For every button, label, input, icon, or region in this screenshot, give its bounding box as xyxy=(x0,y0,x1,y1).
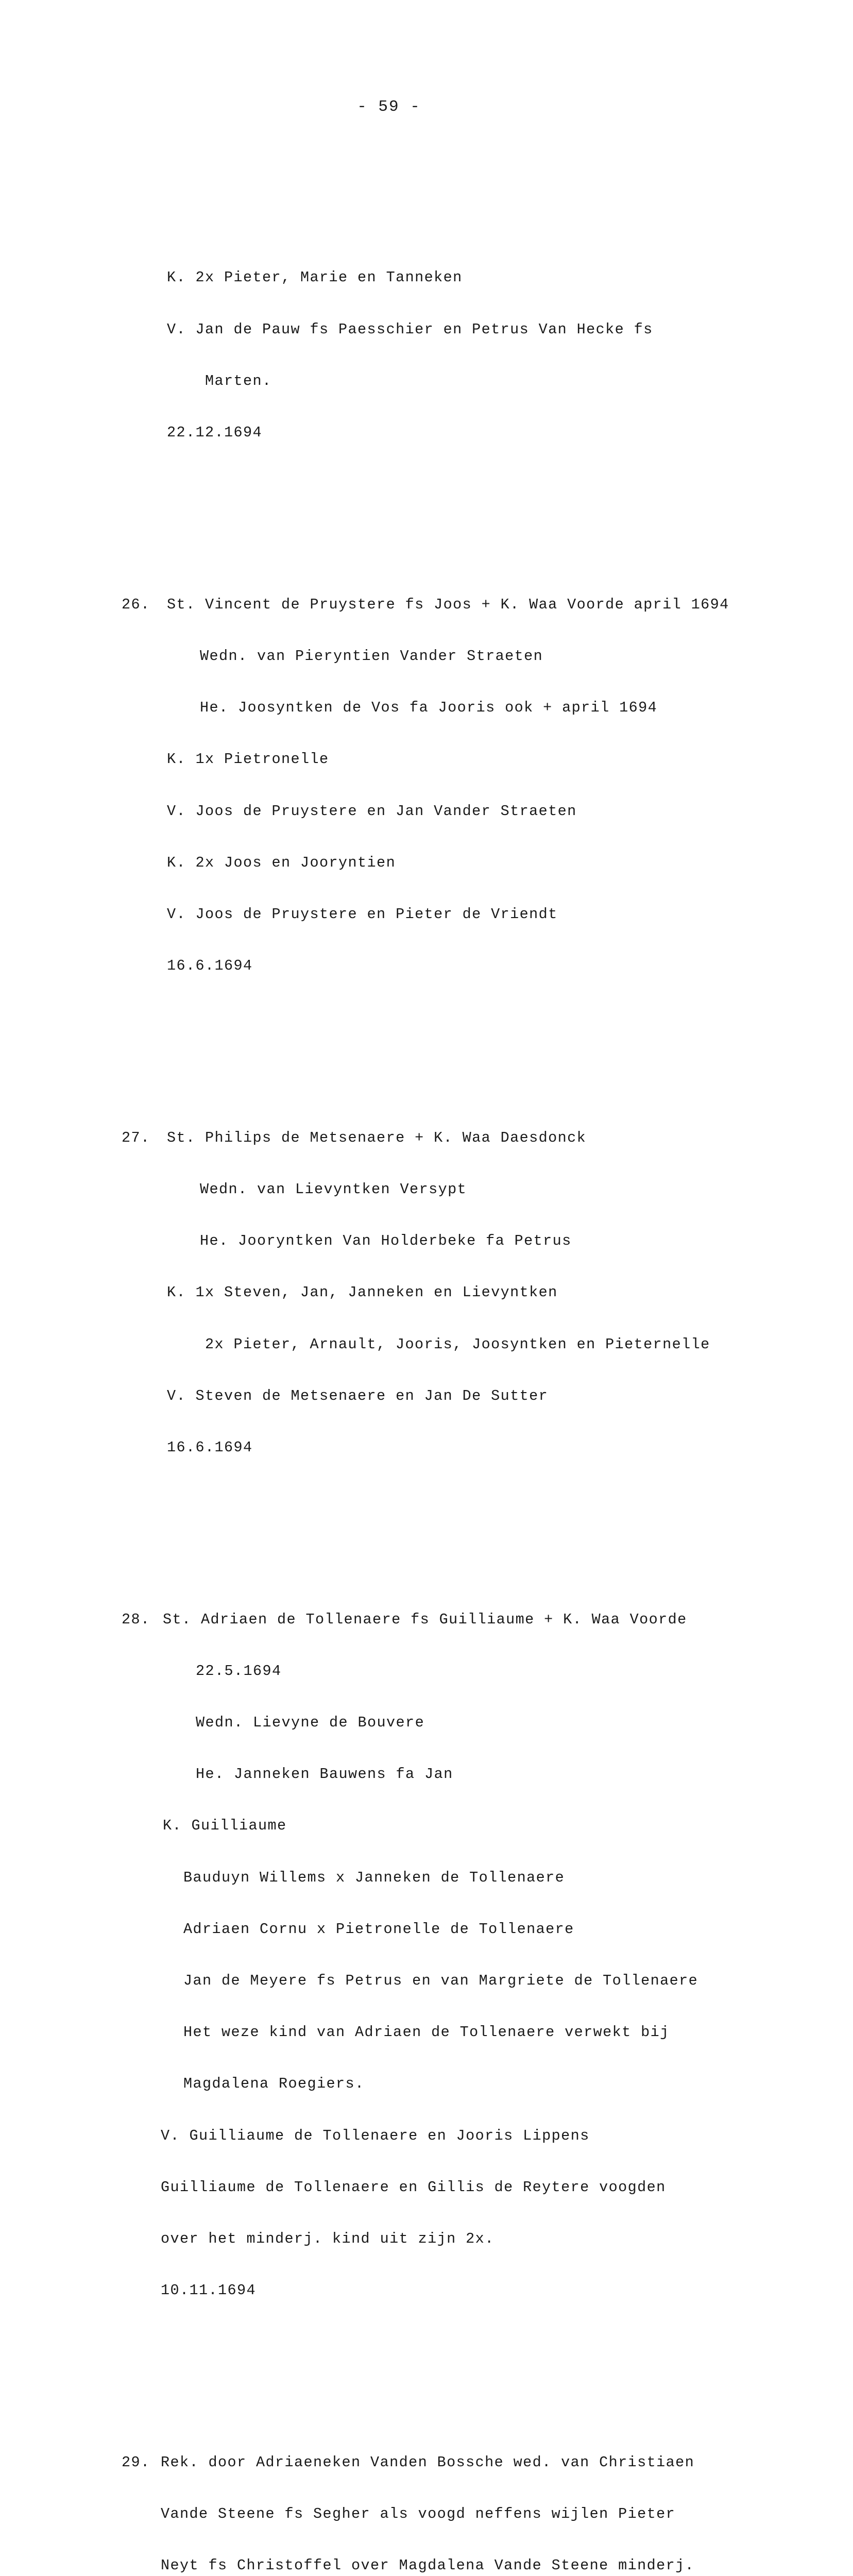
entry-line xyxy=(123,699,792,716)
entry-line xyxy=(123,2505,792,2522)
account-line: Vande Steene fs Segher als voogd neffens wijlen Pieter xyxy=(161,2505,676,2523)
child-line: Het weze kind van Adriaen de Tollenaere verwekt bij xyxy=(183,2024,670,2041)
entry-line xyxy=(123,2282,792,2299)
entry-number: 28. xyxy=(122,1611,150,1628)
entry-heading: Rek. door Adriaeneken Vanden Bossche wed. van Christiaen xyxy=(161,2453,695,2471)
entry-line xyxy=(123,372,792,389)
entry-line xyxy=(123,648,792,665)
entries-list xyxy=(123,166,792,2576)
child-line: Jan de Meyere fs Petrus en van Margriete de Tollenaere xyxy=(183,1972,698,1990)
entry-28 xyxy=(123,1577,792,2334)
children-line: K. 1x Steven, Jan, Janneken en Lievyntken xyxy=(167,1284,558,1301)
entry-heading: St. Vincent de Pruystere fs Joos + K. Waa Voorde april 1694 xyxy=(167,596,729,613)
entry-25-continued xyxy=(123,235,792,476)
entry-line xyxy=(123,1869,792,1886)
entry-line xyxy=(123,1129,792,1146)
entry-line xyxy=(123,1284,792,1301)
entry-line xyxy=(123,1611,792,1628)
entry-line xyxy=(123,1336,792,1353)
entry-line xyxy=(123,1181,792,1198)
entry-line xyxy=(123,906,792,923)
entry-line xyxy=(123,2075,792,2092)
page-number: - 59 - xyxy=(357,98,421,116)
entry-line xyxy=(123,803,792,820)
guardians-line-cont: Marten. xyxy=(205,372,272,389)
entry-line xyxy=(123,321,792,338)
children-line: K. Guilliaume xyxy=(163,1817,287,1835)
entry-line xyxy=(123,424,792,441)
entry-date: 22.12.1694 xyxy=(167,424,263,442)
entry-heading: St. Adriaen de Tollenaere fs Guilliaume + K. Waa Voorde xyxy=(163,1611,687,1628)
entry-26 xyxy=(123,562,792,1009)
guardians-line: V. Joos de Pruystere en Pieter de Vriendt xyxy=(167,905,558,923)
widower-line: Wedn. van Lievyntken Versypt xyxy=(200,1180,467,1198)
entry-line xyxy=(123,1972,792,1989)
entry-line xyxy=(123,854,792,871)
entry-line xyxy=(123,269,792,286)
child-line: Bauduyn Willems x Janneken de Tollenaere xyxy=(183,1869,565,1886)
entry-line xyxy=(123,596,792,613)
entry-line xyxy=(123,1766,792,1783)
children-line: K. 2x Pieter, Marie en Tanneken xyxy=(167,269,463,286)
guardians-line: V. Joos de Pruystere en Jan Vander Straeten xyxy=(167,802,577,820)
entry-line xyxy=(123,2024,792,2041)
entry-date: 10.11.1694 xyxy=(161,2282,257,2299)
entry-number: 29. xyxy=(122,2453,150,2471)
guardians-line: Guilliaume de Tollenaere en Gillis de Reytere voogden xyxy=(161,2178,666,2196)
entry-line xyxy=(123,1663,792,1680)
children-line: K. 1x Pietronelle xyxy=(167,751,329,768)
entry-line xyxy=(123,2230,792,2247)
entry-29 xyxy=(123,2419,792,2576)
guardians-line-cont: over het minderj. kind uit zijn 2x. xyxy=(161,2230,494,2248)
entry-line xyxy=(123,957,792,974)
children-line: K. 2x Joos en Jooryntien xyxy=(167,854,396,871)
child-line: Adriaen Cornu x Pietronelle de Tollenaere xyxy=(183,1920,574,1938)
guardians-line: V. Steven de Metsenaere en Jan De Sutter xyxy=(167,1387,549,1404)
entry-heading: St. Philips de Metsenaere + K. Waa Daesdonck xyxy=(167,1129,587,1146)
guardians-line: V. Guilliaume de Tollenaere en Jooris Lippens xyxy=(161,2127,590,2144)
entry-date: 16.6.1694 xyxy=(167,957,253,975)
guardians-line: V. Jan de Pauw fs Paesschier en Petrus Van Hecke fs xyxy=(167,320,653,338)
entry-date: 16.6.1694 xyxy=(167,1438,253,1456)
entry-line xyxy=(123,751,792,768)
entry-number: 26. xyxy=(122,596,150,613)
remarriage-line: He. Janneken Bauwens fa Jan xyxy=(196,1766,453,1783)
entry-line xyxy=(123,1387,792,1404)
account-line: Neyt fs Christoffel over Magdalena Vande Steene minderj. xyxy=(161,2557,695,2574)
children-line-cont: 2x Pieter, Arnault, Jooris, Joosyntken en Pieternelle xyxy=(205,1335,710,1353)
child-line-cont: Magdalena Roegiers. xyxy=(183,2075,365,2093)
entry-line xyxy=(123,2454,792,2471)
entry-line xyxy=(123,2179,792,2196)
death-date-line: 22.5.1694 xyxy=(196,1662,282,1680)
entry-27 xyxy=(123,1095,792,1490)
entry-line xyxy=(123,2127,792,2144)
entry-line xyxy=(123,1817,792,1834)
remarriage-line: He. Joosyntken de Vos fa Jooris ook + april 1694 xyxy=(200,699,658,717)
widower-line: Wedn. van Pieryntien Vander Straeten xyxy=(200,647,543,665)
remarriage-line: He. Jooryntken Van Holderbeke fa Petrus xyxy=(200,1232,572,1250)
widower-line: Wedn. Lievyne de Bouvere xyxy=(196,1714,425,1732)
entry-line xyxy=(123,1232,792,1249)
entry-number: 27. xyxy=(122,1129,150,1146)
entry-line xyxy=(123,1439,792,1456)
entry-line xyxy=(123,1921,792,1938)
entry-line xyxy=(123,1714,792,1731)
entry-line xyxy=(123,2557,792,2574)
